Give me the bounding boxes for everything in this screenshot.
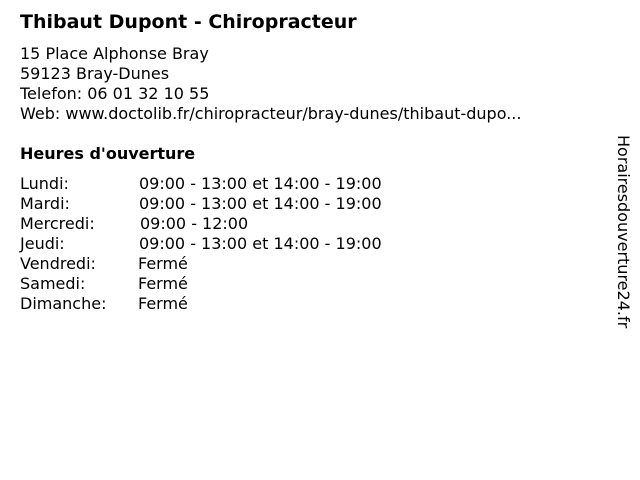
day-label: Mercredi:: [20, 214, 95, 233]
watermark-text: Horairesdouverture24.fr: [614, 135, 633, 329]
time-value: 09:00 - 13:00 et 14:00 - 19:00: [139, 234, 382, 253]
day-label: Samedi:: [20, 274, 86, 293]
time-value: Fermé: [138, 294, 188, 313]
website-line: Web: www.doctolib.fr/chiropracteur/bray-dunes/thibaut-dupo...: [20, 104, 522, 123]
time-value: Fermé: [138, 274, 188, 293]
day-label: Dimanche:: [20, 294, 107, 313]
day-label: Lundi:: [20, 174, 69, 193]
business-name: Thibaut Dupont - Chiropracteur: [20, 11, 357, 33]
time-value: 09:00 - 13:00 et 14:00 - 19:00: [139, 174, 382, 193]
address-line-city: 59123 Bray-Dunes: [20, 64, 170, 83]
day-label: Vendredi:: [20, 254, 96, 273]
time-value: 09:00 - 12:00: [140, 214, 249, 233]
day-label: Jeudi:: [20, 234, 65, 253]
day-label: Mardi:: [20, 194, 70, 213]
time-value: Fermé: [138, 254, 188, 273]
phone-line: Telefon: 06 01 32 10 55: [20, 84, 210, 103]
opening-hours-heading: Heures d'ouverture: [20, 144, 196, 163]
site-watermark: [612, 135, 634, 345]
time-value: 09:00 - 13:00 et 14:00 - 19:00: [139, 194, 382, 213]
address-line-street: 15 Place Alphonse Bray: [20, 44, 209, 63]
business-contact: [20, 44, 521, 124]
